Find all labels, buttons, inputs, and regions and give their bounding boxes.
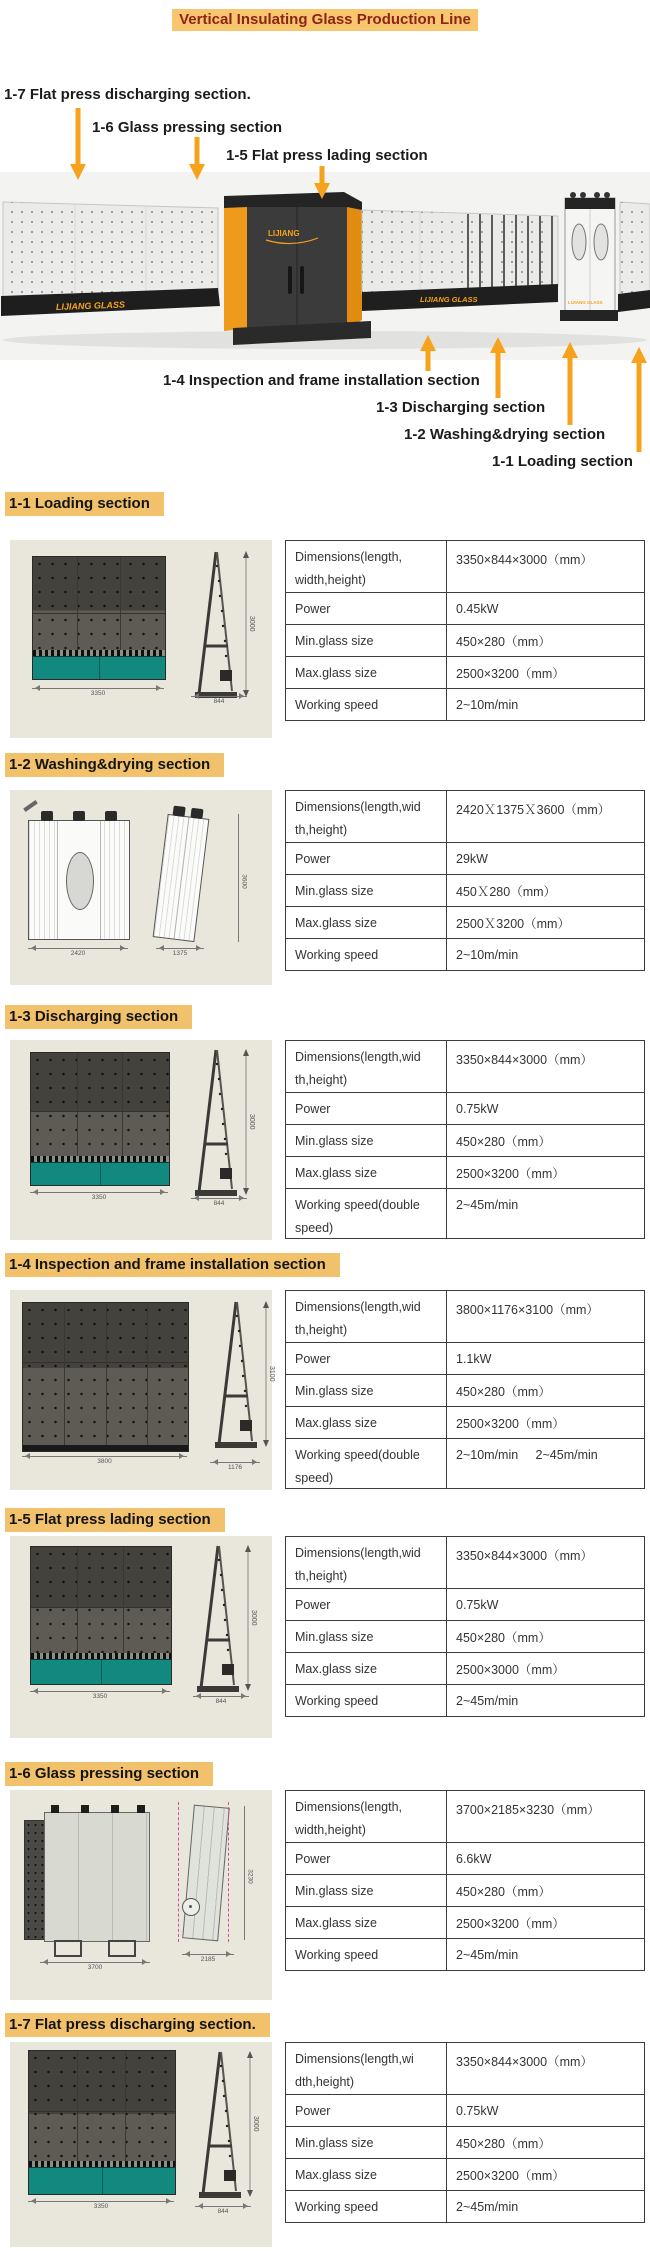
section-heading-1-5 xyxy=(5,1508,225,1532)
spec-value: 2~10m/min 2~45m/min xyxy=(447,1439,645,1489)
height-dim-label: 3100 xyxy=(268,1366,275,1382)
spec-value: 3350×844×3000（mm） xyxy=(447,2043,645,2095)
spec-label: Dimensions(length,wi dth,height) xyxy=(286,2043,447,2095)
spec-table-1-3 xyxy=(285,1040,645,1239)
callout-label-1-7: 1-7 Flat press discharging section. xyxy=(4,86,251,103)
centerline xyxy=(228,1802,229,1942)
spec-value: 2420Ｘ1375Ｘ3600（mm） xyxy=(447,791,645,843)
depth-dim xyxy=(191,696,247,707)
section-heading-text: 1-6 Glass pressing section xyxy=(5,1762,213,1786)
spec-label: Power xyxy=(286,843,447,875)
arrow-up-icon xyxy=(490,337,506,353)
press-loading-rack xyxy=(24,1820,46,1940)
depth-dim: 844 xyxy=(195,2206,251,2217)
spec-value: 6.6kW xyxy=(447,1843,645,1875)
depth-dim: 844 xyxy=(191,1198,247,1209)
drawing-1-6 xyxy=(10,1790,272,2000)
spec-value: 450×280（mm） xyxy=(447,625,645,657)
spec-label: Dimensions(length, width,height) xyxy=(286,1791,447,1843)
spec-label: Working speed(double speed) xyxy=(286,1439,447,1489)
dim-label: 2420 xyxy=(70,950,86,957)
spec-value: 3350×844×3000（mm） xyxy=(447,1041,645,1093)
washer-window xyxy=(66,852,94,910)
height-dim: 3230 xyxy=(244,1806,255,1940)
spec-value: 450×280（mm） xyxy=(447,1621,645,1653)
spec-label-line: width,height) xyxy=(295,573,366,587)
callout-label-1-5: 1-5 Flat press lading section xyxy=(226,147,428,164)
washer-front-view xyxy=(28,820,130,940)
spec-table-1-7 xyxy=(285,2042,645,2223)
arrow-up-icon xyxy=(631,347,647,363)
width-dim xyxy=(32,688,164,699)
callout-label-1-4: 1-4 Inspection and frame installation section xyxy=(163,372,480,389)
section-heading-text: 1-4 Inspection and frame installation section xyxy=(5,1253,340,1277)
spec-label: Dimensions(length,wid th,height) xyxy=(286,791,447,843)
callout-label-1-6: 1-6 Glass pressing section xyxy=(92,119,283,136)
brand-logo: LIJIANG xyxy=(268,229,300,238)
spec-value: 450Ｘ280（mm） xyxy=(447,875,645,907)
section-heading-text: 1-2 Washing&drying section xyxy=(5,753,224,777)
rack-front-view xyxy=(22,1302,189,1452)
arrow-up-icon xyxy=(562,342,578,358)
spec-label: Power xyxy=(286,1093,447,1125)
spec-label: Min.glass size xyxy=(286,625,447,657)
rack-front-view xyxy=(30,1052,170,1186)
spec-value: 29kW xyxy=(447,843,645,875)
press-fan xyxy=(182,1898,200,1916)
spec-label-line: Dimensions(length, xyxy=(295,550,402,564)
section-heading-1-7 xyxy=(5,2013,270,2037)
washer-side-view xyxy=(153,814,210,942)
spec-value: 2500×3200（mm） xyxy=(447,1157,645,1189)
spec-value: 2~45m/min xyxy=(447,1685,645,1717)
drawing-1-1 xyxy=(10,540,272,738)
page-title xyxy=(0,9,650,31)
width-dim: 3350 xyxy=(30,1192,168,1203)
rack-front-view xyxy=(28,2050,176,2195)
spec-value: 1.1kW xyxy=(447,1343,645,1375)
spec-label: Power xyxy=(286,1589,447,1621)
rack-teal-base xyxy=(33,656,165,679)
rack-side-view xyxy=(188,1540,258,1705)
section-heading-text: 1-1 Loading section xyxy=(5,492,164,516)
section-heading-text: 1-7 Flat press discharging section. xyxy=(5,2013,270,2037)
depth-dim: 2185 xyxy=(182,1954,234,1965)
spec-label: Dimensions(length,wid th,height) xyxy=(286,1041,447,1093)
callout-label-1-3: 1-3 Discharging section xyxy=(376,399,546,416)
drawing-1-5 xyxy=(10,1536,272,1738)
spec-value: 2500×3200（mm） xyxy=(447,1907,645,1939)
spec-value: 0.75kW xyxy=(447,1093,645,1125)
brand-text-mid: LIJIANG GLASS xyxy=(420,295,478,304)
spec-value: 450×280（mm） xyxy=(447,1375,645,1407)
width-dim xyxy=(28,948,128,959)
spec-value: 450×280（mm） xyxy=(447,1125,645,1157)
spec-value: 450×280（mm） xyxy=(447,1875,645,1907)
brand-text-washer: LIJIANG GLASS xyxy=(568,300,603,305)
spec-label: Max.glass size xyxy=(286,1157,447,1189)
width-dim: 3350 xyxy=(28,2201,174,2212)
callout-arrows xyxy=(0,90,650,475)
spec-label: Dimensions(length,wid th,height) xyxy=(286,1537,447,1589)
spec-label: Power xyxy=(286,1343,447,1375)
spec-label: Max.glass size xyxy=(286,657,447,689)
spec-table-1-1 xyxy=(285,540,645,721)
spec-label: Working speed xyxy=(286,1939,447,1971)
dim-label: 3350 xyxy=(90,690,106,697)
rack-side-view xyxy=(186,1044,256,1209)
spec-label: Power xyxy=(286,2095,447,2127)
spec-label: Power xyxy=(286,1843,447,1875)
spec-label: Min.glass size xyxy=(286,2127,447,2159)
arrow-up-icon xyxy=(420,335,436,351)
spec-label: Max.glass size xyxy=(286,907,447,939)
press-side-view xyxy=(182,1805,230,1942)
width-dim: 3350 xyxy=(30,1691,170,1702)
callout-label-1-2: 1-2 Washing&drying section xyxy=(404,426,606,443)
spec-value: 0.75kW xyxy=(447,1589,645,1621)
height-dim-label: 3000 xyxy=(248,616,255,632)
depth-dim: 844 xyxy=(193,1696,249,1707)
drawing-1-4 xyxy=(10,1290,275,1490)
spec-table-1-4 xyxy=(285,1290,645,1489)
arrow-down-icon xyxy=(314,183,330,199)
spec-label: Max.glass size xyxy=(286,1907,447,1939)
spec-label: Min.glass size xyxy=(286,875,447,907)
drawing-1-2 xyxy=(10,790,272,985)
spec-label: Dimensions(length,wid th,height) xyxy=(286,1291,447,1343)
section-heading-1-4 xyxy=(5,1253,340,1277)
spec-value: 3350×844×3000（mm） xyxy=(447,1537,645,1589)
spec-value: 2500×3000（mm） xyxy=(447,1653,645,1685)
spec-value: 3350×844×3000（mm） xyxy=(447,541,645,593)
spec-label: Working speed xyxy=(286,1685,447,1717)
spec-value: 0.45kW xyxy=(447,593,645,625)
spec-label: Min.glass size xyxy=(286,1125,447,1157)
height-dim-label: 3000 xyxy=(252,2116,259,2132)
spec-value: 3800×1176×3100（mm） xyxy=(447,1291,645,1343)
spec-value: 2500×3200（mm） xyxy=(447,1407,645,1439)
spec-label xyxy=(286,541,447,593)
spec-label: Power xyxy=(286,593,447,625)
section-heading-1-6 xyxy=(5,1762,213,1786)
spec-value: 2~10m/min xyxy=(447,689,645,721)
depth-dim xyxy=(156,948,204,959)
dim-label: 844 xyxy=(213,698,225,705)
spec-table-1-5 xyxy=(285,1536,645,1717)
width-dim: 3700 xyxy=(40,1962,150,1973)
drawing-1-7 xyxy=(10,2042,272,2247)
spec-value: 2~45m/min xyxy=(447,1189,645,1239)
spec-value: 450×280（mm） xyxy=(447,2127,645,2159)
width-dim: 3800 xyxy=(22,1456,187,1467)
height-dim-label: 3000 xyxy=(248,1114,255,1130)
spec-value: 2500Ｘ3200（mm） xyxy=(447,907,645,939)
brand-text-left: LIJIANG GLASS xyxy=(55,299,126,312)
spec-label: Min.glass size xyxy=(286,1375,447,1407)
spec-label: Max.glass size xyxy=(286,1653,447,1685)
spec-value: 0.75kW xyxy=(447,2095,645,2127)
drawing-1-3 xyxy=(10,1040,272,1240)
page-title-text: Vertical Insulating Glass Production Line xyxy=(172,9,478,31)
depth-dim: 1176 xyxy=(210,1462,260,1473)
section-heading-1-1 xyxy=(5,492,164,516)
spec-table-1-2 xyxy=(285,790,645,971)
spec-value: 2500×3200（mm） xyxy=(447,2159,645,2191)
height-dim xyxy=(238,814,249,942)
callout-label-1-1: 1-1 Loading section xyxy=(492,453,633,470)
rack-side-view xyxy=(190,2046,260,2211)
spec-value: 2~45m/min xyxy=(447,1939,645,1971)
centerline xyxy=(178,1802,179,1942)
spec-value: 2~45m/min xyxy=(447,2191,645,2223)
rack-side-view xyxy=(186,546,256,711)
dim-label: 3600 xyxy=(240,874,248,889)
spec-label: Working speed xyxy=(286,939,447,971)
spec-label: Working speed xyxy=(286,2191,447,2223)
dim-label: 1375 xyxy=(172,950,188,957)
arrow-down-icon xyxy=(189,164,205,180)
arrow-down-icon xyxy=(70,164,86,180)
rack-front-view xyxy=(30,1546,172,1685)
section-heading-1-3 xyxy=(5,1005,192,1029)
spec-value: 2500×3200（mm） xyxy=(447,657,645,689)
spec-value: 2~10m/min xyxy=(447,939,645,971)
spec-label: Max.glass size xyxy=(286,1407,447,1439)
section-heading-text: 1-5 Flat press lading section xyxy=(5,1508,225,1532)
spec-label: Min.glass size xyxy=(286,1875,447,1907)
rack-front-view xyxy=(32,556,166,680)
section-heading-1-2 xyxy=(5,753,224,777)
height-dim-label: 3000 xyxy=(250,1610,257,1626)
spec-label: Working speed(double speed) xyxy=(286,1189,447,1239)
rack-side-view xyxy=(206,1296,276,1461)
spec-label: Max.glass size xyxy=(286,2159,447,2191)
spec-table-1-6 xyxy=(285,1790,645,1971)
spec-value: 3700×2185×3230（mm） xyxy=(447,1791,645,1843)
section-heading-text: 1-3 Discharging section xyxy=(5,1005,192,1029)
press-front-view xyxy=(44,1812,150,1942)
spec-label: Min.glass size xyxy=(286,1621,447,1653)
spec-label: Working speed xyxy=(286,689,447,721)
